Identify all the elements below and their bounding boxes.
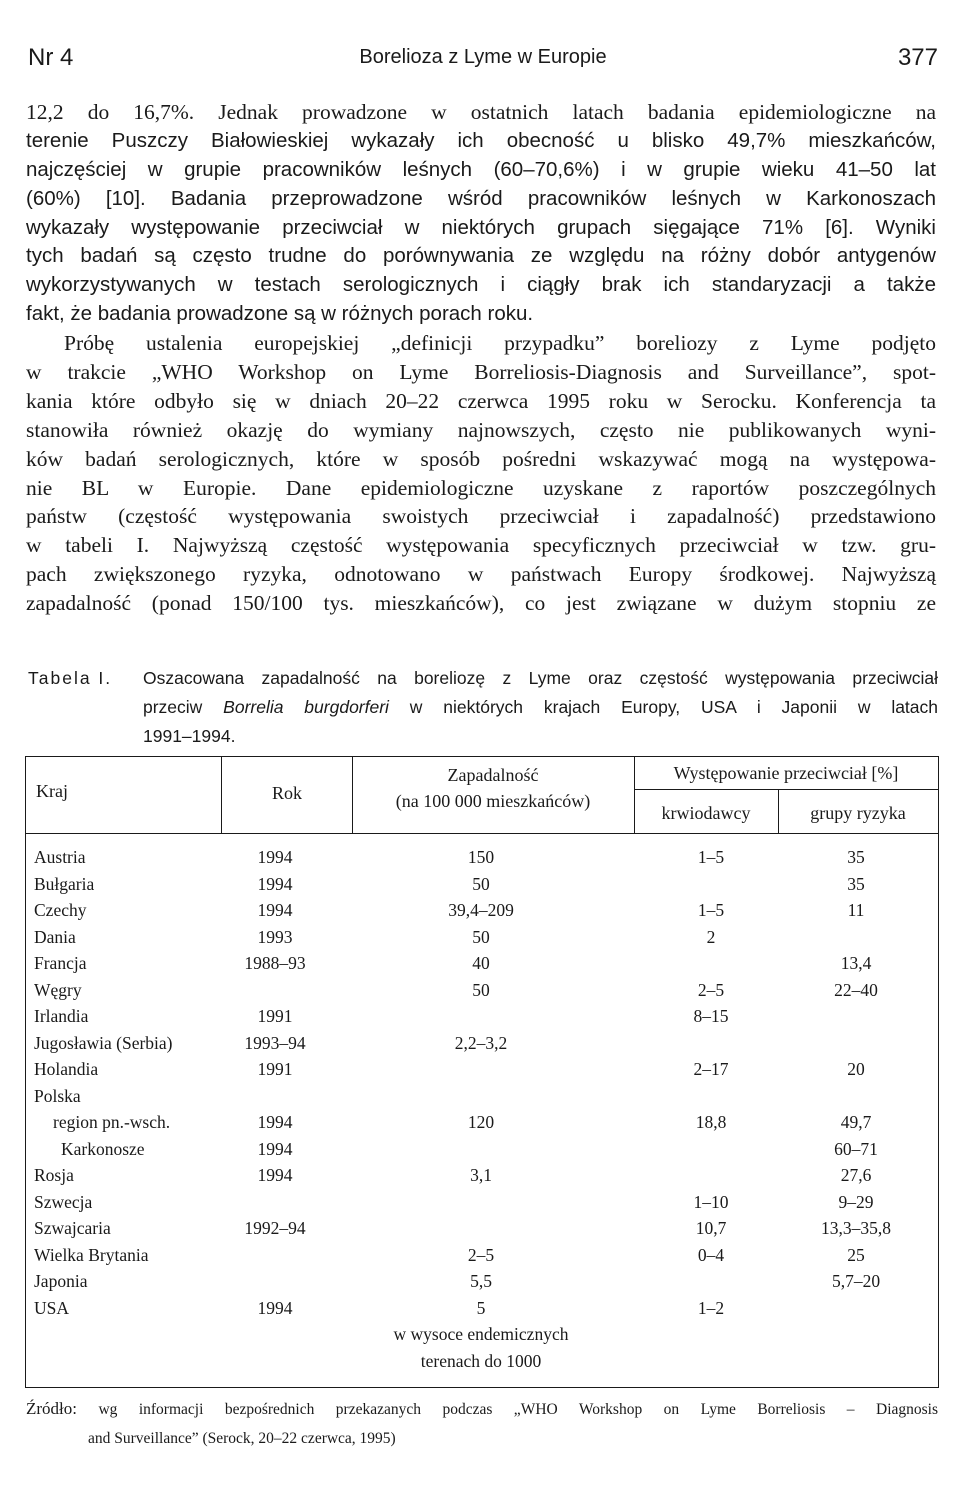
cell-grupy-ryzyka: 60–71 [834, 1138, 878, 1159]
cell-kraj: Bułgaria [34, 873, 95, 894]
cell-rok: 1994 [257, 873, 293, 894]
cell-krwiodawcy: 1–5 [697, 847, 725, 867]
table-row [26, 1109, 938, 1136]
cell-zapadalnosc: 2–5 [467, 1244, 495, 1265]
body-line: nie BL w Europie. Dane epidemiologiczne uzyskane z raportów poszczególnych [26, 475, 936, 500]
running-head [28, 44, 938, 76]
cell-kraj: region pn.-wsch. [53, 1112, 171, 1132]
body-line: (60%) [10]. Badania przeprowadzone wśród pracowników leśnych w Karkonoszach [26, 186, 936, 210]
cell-grupy-ryzyka: 25 [847, 1244, 865, 1265]
cell-rok: 1994 [257, 1112, 293, 1132]
cell-krwiodawcy: 2 [706, 926, 716, 947]
table-row [26, 924, 938, 951]
table-row [26, 1162, 938, 1189]
cell-zapadalnosc: 120 [467, 1112, 495, 1132]
table-row [26, 1083, 938, 1110]
source-line [26, 1394, 938, 1424]
cell-krwiodawcy: 1–5 [697, 900, 725, 920]
body-line: terenie Puszczy Białowieskiej wykazały ich obecność u blisko 49,7% mieszkańców, [26, 128, 936, 152]
body-line: stanowiła również okazję do wymiany najnowszych, często nie publikowanych wyni- [26, 417, 936, 442]
cell-zapadalnosc: 5 [476, 1297, 486, 1318]
cell-rok: 1993–94 [244, 1032, 306, 1053]
table-source [26, 1394, 938, 1454]
data-table [25, 756, 939, 1388]
body-line: ków badań serologicznych, które w sposób pośredni wskazywać mogą na występowa- [26, 446, 936, 471]
body-line: 12,2 do 16,7%. Jednak prowadzone w ostatnich latach badania epidemiologiczne na [26, 100, 936, 124]
cell-kraj: Holandia [34, 1059, 99, 1079]
cell-zapadalnosc: terenach do 1000 [420, 1350, 542, 1371]
body-line: w tabeli I. Najwyższą częstość występowania specyficznych przeciwciał w tzw. gru- [26, 533, 936, 558]
cell-zapadalnosc: 39,4–209 [448, 900, 514, 920]
cell-krwiodawcy: 0–4 [697, 1244, 725, 1265]
body-line: zapadalność (ponad 150/100 tys. mieszkańców), co jest związane w dużym stopniu ze [26, 591, 936, 616]
cell-krwiodawcy: 1–2 [697, 1297, 725, 1318]
table-row [26, 950, 938, 977]
cell-kraj: Japonia [34, 1271, 88, 1291]
cell-krwiodawcy: 2–17 [693, 1059, 729, 1079]
caption-text-part: w niektórych krajach Europy, USA i Japonii w latach [388, 697, 939, 717]
cell-krwiodawcy: 10,7 [695, 1218, 727, 1238]
source-label: Źródło: [26, 1399, 77, 1418]
body-line: państw (częstość występowania swoistych przeciwciał i zapadalność) przedstawiono [26, 504, 936, 529]
cell-rok: 1994 [257, 847, 293, 867]
table-row [26, 844, 938, 871]
cell-kraj: Szwecja [34, 1191, 93, 1212]
cell-kraj: Polska [34, 1085, 81, 1106]
header-krwiodawcy: krwiodawcy [661, 803, 751, 823]
table-row [26, 897, 938, 924]
table-row [26, 977, 938, 1004]
table-row [26, 1242, 938, 1269]
cell-kraj: Rosja [34, 1165, 74, 1185]
cell-grupy-ryzyka: 22–40 [834, 979, 878, 1000]
cell-zapadalnosc: w wysoce endemicznych [393, 1324, 569, 1344]
caption-line: 1991–1994. [143, 726, 236, 746]
cell-kraj: Jugosławia (Serbia) [34, 1032, 173, 1053]
cell-kraj: Austria [34, 847, 86, 867]
header-rok: Rok [271, 783, 302, 803]
cell-rok: 1992–94 [244, 1218, 306, 1238]
species-name: Borrelia burgdorferi [223, 697, 389, 717]
cell-zapadalnosc: 5,5 [470, 1271, 492, 1291]
cell-zapadalnosc: 150 [467, 847, 495, 867]
table-row [26, 1348, 938, 1375]
body-line: tych badań są często trudne do porównywania ze względu na różny dobór antygenów [26, 244, 936, 268]
header-wystepowanie: Występowanie przeciwciał [%] [673, 763, 899, 783]
header-divider [634, 789, 938, 790]
caption-text-part: przeciw [143, 697, 224, 717]
cell-kraj: Szwajcaria [34, 1218, 111, 1238]
cell-kraj: Węgry [34, 979, 82, 1000]
cell-rok: 1994 [257, 900, 293, 920]
cell-grupy-ryzyka: 13,3–35,8 [821, 1218, 891, 1238]
cell-krwiodawcy: 18,8 [695, 1112, 727, 1132]
cell-zapadalnosc: 3,1 [470, 1165, 492, 1185]
cell-rok: 1994 [257, 1165, 293, 1185]
cell-rok: 1994 [257, 1297, 293, 1318]
caption-text [143, 664, 938, 751]
table-row [26, 1030, 938, 1057]
table-row [26, 1056, 938, 1083]
source-text: wg informacji bezpośrednich przekazanych podczas „WHO Workshop on Lyme Borreliosis – Diagnosis [98, 1401, 939, 1418]
cell-zapadalnosc: 50 [472, 873, 490, 894]
cell-rok: 1993 [257, 926, 293, 947]
cell-kraj: Francja [34, 953, 87, 973]
cell-kraj: Dania [34, 926, 76, 947]
cell-grupy-ryzyka: 27,6 [840, 1165, 872, 1185]
cell-grupy-ryzyka: 35 [847, 873, 865, 894]
body-line: pach zwiększonego ryzyka, odnotowano w państwach Europy środkowej. Najwyższą [26, 562, 936, 587]
header-rule [26, 833, 938, 834]
cell-grupy-ryzyka: 5,7–20 [831, 1271, 881, 1291]
body-line: w trakcie „WHO Workshop on Lyme Borreliosis-Diagnosis and Surveillance”, spot- [26, 360, 936, 385]
caption-line: Oszacowana zapadalność na boreliozę z Lyme oraz częstość występowania przeciwciał [143, 668, 938, 688]
cell-grupy-ryzyka: 49,7 [840, 1112, 872, 1132]
cell-krwiodawcy: 8–15 [693, 1006, 729, 1026]
body-text [26, 98, 936, 618]
cell-zapadalnosc: 50 [472, 979, 490, 1000]
running-title: Borelioza z Lyme w Europie [359, 46, 607, 68]
cell-zapadalnosc: 2,2–3,2 [454, 1032, 508, 1053]
body-line: wykorzystywanych w testach serologicznych i ciągły brak ich standaryzacji a także [26, 273, 936, 297]
header-grupy-ryzyka: grupy ryzyka [810, 803, 906, 823]
cell-rok: 1994 [257, 1138, 293, 1159]
cell-rok: 1991 [257, 1006, 293, 1026]
cell-grupy-ryzyka: 20 [847, 1059, 865, 1079]
table-row [26, 1003, 938, 1030]
cell-zapadalnosc: 50 [472, 926, 490, 947]
cell-grupy-ryzyka: 35 [847, 847, 865, 867]
page-number: 377 [897, 44, 938, 71]
table-row [26, 1268, 938, 1295]
cell-grupy-ryzyka: 11 [847, 900, 865, 920]
cell-kraj: Karkonosze [61, 1138, 145, 1159]
table-row [26, 1321, 938, 1348]
cell-grupy-ryzyka: 13,4 [840, 953, 872, 973]
cell-kraj: Wielka Brytania [34, 1244, 149, 1265]
table-label: Tabela I. [28, 668, 113, 688]
header-zapadalnosc: Zapadalność [447, 765, 539, 785]
body-line: kania które odbyło się w dniach 20–22 czerwca 1995 roku w Serocku. Konferencja ta [26, 388, 936, 413]
cell-kraj: USA [34, 1297, 70, 1318]
body-line: najczęściej w grupie pracowników leśnych (60–70,6%) i w grupie wieku 41–50 lat [26, 157, 936, 181]
cell-krwiodawcy: 2–5 [697, 979, 725, 1000]
table-row [26, 1295, 938, 1322]
cell-grupy-ryzyka: 9–29 [838, 1191, 874, 1212]
table-row [26, 871, 938, 898]
source-line: and Surveillance” (Serock, 20–22 czerwca, 1995) [88, 1430, 396, 1447]
table-row [26, 1189, 938, 1216]
cell-kraj: Irlandia [34, 1006, 89, 1026]
cell-zapadalnosc: 40 [472, 953, 490, 973]
cell-rok: 1991 [257, 1059, 293, 1079]
table-row [26, 1136, 938, 1163]
cell-krwiodawcy: 1–10 [693, 1191, 729, 1212]
table-row [26, 1215, 938, 1242]
header-zapadalnosc-unit: (na 100 000 mieszkańców) [395, 791, 591, 811]
header-kraj: Kraj [36, 781, 68, 801]
body-line: Próbę ustalenia europejskiej „definicji przypadku” boreliozy z Lyme podjęto [64, 331, 936, 356]
caption-line [143, 693, 938, 722]
body-line: wykazały występowanie przeciwciał w niektórych grupach sięgające 71% [6]. Wyniki [26, 215, 936, 239]
journal-issue: Nr 4 [28, 44, 74, 71]
cell-rok: 1988–93 [244, 953, 306, 973]
cell-kraj: Czechy [34, 900, 87, 920]
body-line: fakt, że badania prowadzone są w różnych porach roku. [26, 302, 534, 326]
